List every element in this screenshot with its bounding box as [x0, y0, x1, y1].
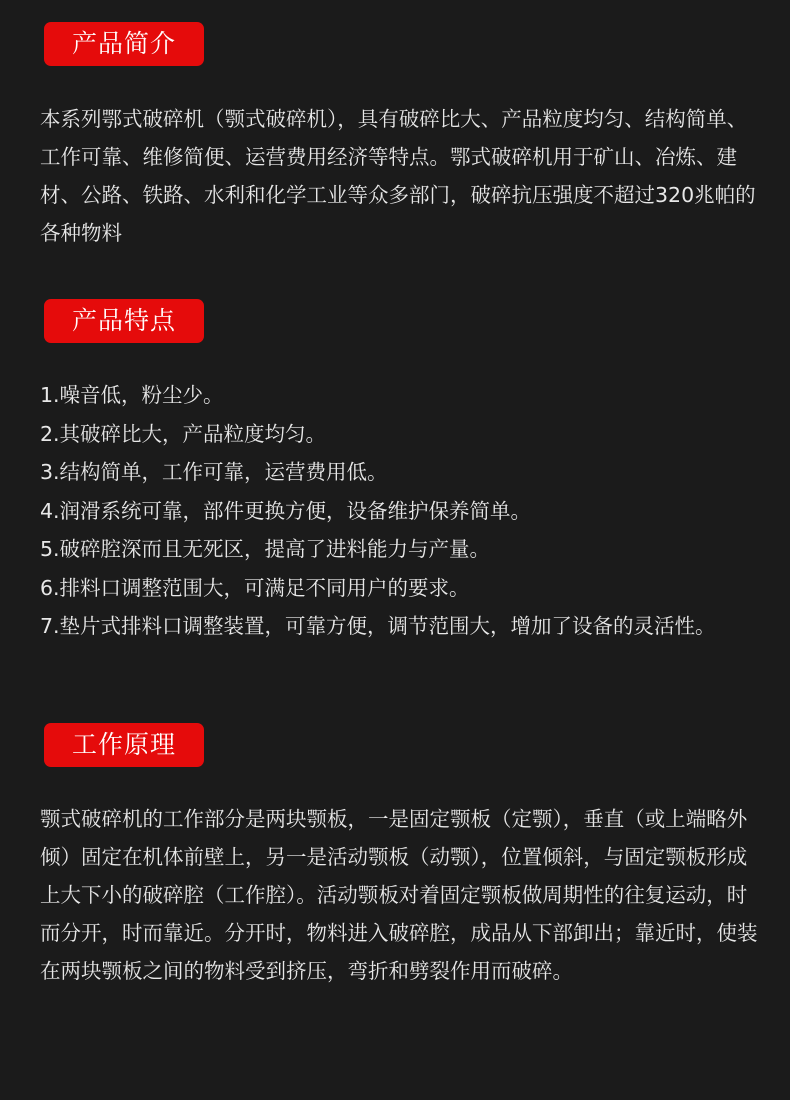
- feature-item: 6.排料口调整范围大，可满足不同用户的要求。: [40, 575, 470, 600]
- feature-item: 5.破碎腔深而且无死区，提高了进料能力与产量。: [40, 537, 491, 561]
- principle-heading: 工作原理: [44, 723, 204, 767]
- feature-item: 1.噪音低，粉尘少。: [40, 383, 224, 407]
- feature-item: 7.垫片式排料口调整装置，可靠方便，调节范围大，增加了设备的灵活性。: [40, 614, 716, 638]
- features-heading: 产品特点: [44, 299, 204, 343]
- feature-item: 2.其破碎比大，产品粒度均匀。: [40, 421, 327, 446]
- features-list: [40, 376, 760, 646]
- feature-item: 3.结构简单，工作可靠，运营费用低。: [40, 460, 388, 484]
- intro-heading: 产品简介: [44, 22, 204, 66]
- principle-paragraph: 颚式破碎机的工作部分是两块颚板，一是固定颚板（定颚），垂直（或上端略外倾）固定在机体前壁上，另一是活动颚板（动颚），位置倾斜，与固定颚板形成上大下小的破碎腔（工作腔）。活动颚板对着固定颚板做周期性的往复运动，时而分开，时而靠近。分开时，物料进入破碎腔，成品从下部卸出；靠近时，使装在两块颚板之间的物料受到挤压，弯折和劈裂作用而破碎。: [40, 807, 758, 983]
- intro-paragraph: 本系列鄂式破碎机（颚式破碎机），具有破碎比大、产品粒度均匀、结构简单、工作可靠、维修简便、运营费用经济等特点。鄂式破碎机用于矿山、冶炼、建材、公路、铁路、水利和化学工业等众多部门，破碎抗压强度不超过320兆帕的各种物料: [40, 107, 756, 245]
- feature-item: 4.润滑系统可靠，部件更换方便，设备维护保养简单。: [40, 498, 532, 523]
